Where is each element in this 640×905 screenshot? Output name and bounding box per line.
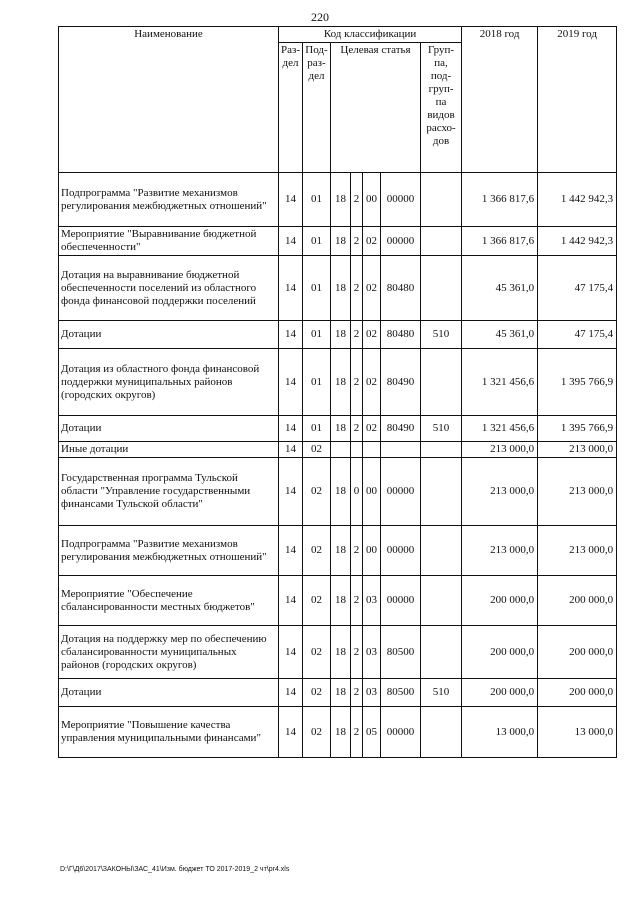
row-name: Дотация из областного фонда финансовой поддержки муниципальных районов (городских округов) — [59, 349, 279, 416]
row-name: Подпрограмма "Развитие механизмов регулирования межбюджетных отношений" — [59, 173, 279, 227]
table-row — [59, 256, 617, 321]
footer-path: D:\Г\Д6\2017\ЗАКОНЫ\ЗАС_41\Изм. бюджет ТО 2017-2019_2 чт\pr4.xls — [60, 866, 290, 873]
table-row — [59, 458, 617, 526]
row-value-2018: 45 361,0 — [462, 256, 538, 321]
row-target-program: 18 — [331, 227, 351, 256]
row-target-program: 18 — [331, 458, 351, 526]
header-group: Груп- па, под- груп- па видов расхо- дов — [421, 43, 462, 173]
header-2018: 2018 год — [462, 27, 538, 173]
row-target-event: 02 — [363, 256, 381, 321]
row-target-subprogram: 2 — [351, 227, 363, 256]
row-target-direction: 00000 — [381, 458, 421, 526]
row-value-2018: 1 321 456,6 — [462, 349, 538, 416]
row-target-direction: 00000 — [381, 227, 421, 256]
row-target-subprogram: 2 — [351, 576, 363, 626]
row-podrazdel: 02 — [303, 458, 331, 526]
row-target-program: 18 — [331, 349, 351, 416]
row-group — [421, 626, 462, 679]
row-target-event: 03 — [363, 626, 381, 679]
table-row — [59, 227, 617, 256]
table-row — [59, 442, 617, 458]
row-group — [421, 458, 462, 526]
row-group — [421, 526, 462, 576]
header-target: Целевая статья — [331, 43, 421, 173]
header-code: Код классификации — [279, 27, 462, 43]
row-name: Дотация на выравнивание бюджетной обеспеченности поселений из областного фонда финансовой поддержки поселений — [59, 256, 279, 321]
row-podrazdel: 01 — [303, 416, 331, 442]
row-target-subprogram: 2 — [351, 321, 363, 349]
row-group — [421, 707, 462, 758]
row-name: Дотации — [59, 679, 279, 707]
row-razdel: 14 — [279, 526, 303, 576]
row-target-direction — [381, 442, 421, 458]
row-target-subprogram — [351, 442, 363, 458]
table-row — [59, 349, 617, 416]
row-group — [421, 576, 462, 626]
row-podrazdel: 02 — [303, 679, 331, 707]
row-name: Государственная программа Тульской области "Управление государственными финансами Тульской области" — [59, 458, 279, 526]
row-group: 510 — [421, 416, 462, 442]
row-razdel: 14 — [279, 173, 303, 227]
row-value-2018: 213 000,0 — [462, 526, 538, 576]
row-target-direction: 80480 — [381, 256, 421, 321]
table-row — [59, 576, 617, 626]
row-podrazdel: 02 — [303, 707, 331, 758]
row-razdel: 14 — [279, 349, 303, 416]
row-name: Подпрограмма "Развитие механизмов регулирования межбюджетных отношений" — [59, 526, 279, 576]
row-value-2018: 1 366 817,6 — [462, 173, 538, 227]
row-target-program: 18 — [331, 626, 351, 679]
row-name: Иные дотации — [59, 442, 279, 458]
row-target-direction: 80500 — [381, 626, 421, 679]
row-target-direction: 80490 — [381, 349, 421, 416]
row-value-2018: 200 000,0 — [462, 679, 538, 707]
row-value-2019: 200 000,0 — [538, 626, 617, 679]
row-name: Мероприятие "Выравнивание бюджетной обеспеченности" — [59, 227, 279, 256]
row-razdel: 14 — [279, 321, 303, 349]
row-target-subprogram: 2 — [351, 526, 363, 576]
table-row — [59, 707, 617, 758]
row-target-program: 18 — [331, 256, 351, 321]
row-name: Дотации — [59, 321, 279, 349]
row-target-subprogram: 2 — [351, 173, 363, 227]
row-razdel: 14 — [279, 416, 303, 442]
row-target-program: 18 — [331, 321, 351, 349]
row-target-subprogram: 2 — [351, 679, 363, 707]
row-value-2018: 1 321 456,6 — [462, 416, 538, 442]
row-target-program: 18 — [331, 707, 351, 758]
table-row — [59, 526, 617, 576]
row-podrazdel: 02 — [303, 576, 331, 626]
table-row — [59, 679, 617, 707]
row-razdel: 14 — [279, 256, 303, 321]
row-target-event: 03 — [363, 576, 381, 626]
row-target-event: 05 — [363, 707, 381, 758]
row-name: Мероприятие "Обеспечение сбалансированности местных бюджетов" — [59, 576, 279, 626]
row-target-direction: 80500 — [381, 679, 421, 707]
row-value-2019: 1 395 766,9 — [538, 349, 617, 416]
row-value-2018: 213 000,0 — [462, 458, 538, 526]
row-target-program: 18 — [331, 416, 351, 442]
budget-table — [58, 26, 617, 758]
row-target-event: 00 — [363, 458, 381, 526]
row-value-2018: 200 000,0 — [462, 576, 538, 626]
row-target-event: 02 — [363, 227, 381, 256]
row-target-direction: 00000 — [381, 707, 421, 758]
row-value-2019: 213 000,0 — [538, 458, 617, 526]
row-target-subprogram: 2 — [351, 416, 363, 442]
row-podrazdel: 02 — [303, 442, 331, 458]
row-target-event: 02 — [363, 321, 381, 349]
row-target-program — [331, 442, 351, 458]
table-row — [59, 173, 617, 227]
row-target-program: 18 — [331, 526, 351, 576]
table-row — [59, 416, 617, 442]
row-value-2019: 1 442 942,3 — [538, 227, 617, 256]
row-name: Дотация на поддержку мер по обеспечению сбалансированности муниципальных районов (городских округов) — [59, 626, 279, 679]
row-target-direction: 00000 — [381, 173, 421, 227]
row-target-event — [363, 442, 381, 458]
row-value-2018: 13 000,0 — [462, 707, 538, 758]
row-podrazdel: 01 — [303, 321, 331, 349]
page-number: 220 — [311, 10, 329, 24]
header-podrazdel: Под- раз- дел — [303, 43, 331, 173]
row-podrazdel: 01 — [303, 349, 331, 416]
row-target-direction: 00000 — [381, 576, 421, 626]
row-value-2019: 213 000,0 — [538, 442, 617, 458]
row-group: 510 — [421, 321, 462, 349]
row-razdel: 14 — [279, 227, 303, 256]
table-body — [59, 173, 617, 758]
row-name: Дотации — [59, 416, 279, 442]
row-value-2019: 213 000,0 — [538, 526, 617, 576]
row-target-event: 02 — [363, 349, 381, 416]
row-razdel: 14 — [279, 679, 303, 707]
row-target-direction: 80480 — [381, 321, 421, 349]
row-value-2018: 213 000,0 — [462, 442, 538, 458]
row-target-subprogram: 2 — [351, 626, 363, 679]
row-razdel: 14 — [279, 458, 303, 526]
row-name: Мероприятие "Повышение качества управления муниципальными финансами" — [59, 707, 279, 758]
header-name: Наименование — [59, 27, 279, 173]
row-group — [421, 256, 462, 321]
row-podrazdel: 02 — [303, 626, 331, 679]
row-value-2018: 45 361,0 — [462, 321, 538, 349]
row-razdel: 14 — [279, 442, 303, 458]
row-value-2019: 200 000,0 — [538, 679, 617, 707]
row-value-2019: 47 175,4 — [538, 321, 617, 349]
row-target-event: 02 — [363, 416, 381, 442]
row-target-program: 18 — [331, 679, 351, 707]
row-target-event: 00 — [363, 526, 381, 576]
row-target-subprogram: 2 — [351, 349, 363, 416]
table-row — [59, 626, 617, 679]
row-razdel: 14 — [279, 707, 303, 758]
row-podrazdel: 01 — [303, 173, 331, 227]
header-razdel: Раз- дел — [279, 43, 303, 173]
row-target-event: 00 — [363, 173, 381, 227]
row-value-2018: 1 366 817,6 — [462, 227, 538, 256]
row-target-program: 18 — [331, 173, 351, 227]
row-value-2019: 200 000,0 — [538, 576, 617, 626]
row-target-direction: 80490 — [381, 416, 421, 442]
row-target-event: 03 — [363, 679, 381, 707]
row-podrazdel: 01 — [303, 256, 331, 321]
row-value-2018: 200 000,0 — [462, 626, 538, 679]
table-row — [59, 321, 617, 349]
row-razdel: 14 — [279, 626, 303, 679]
row-value-2019: 47 175,4 — [538, 256, 617, 321]
row-podrazdel: 02 — [303, 526, 331, 576]
header-2019: 2019 год — [538, 27, 617, 173]
row-value-2019: 1 442 942,3 — [538, 173, 617, 227]
row-value-2019: 1 395 766,9 — [538, 416, 617, 442]
row-razdel: 14 — [279, 576, 303, 626]
row-value-2019: 13 000,0 — [538, 707, 617, 758]
row-group — [421, 227, 462, 256]
row-target-subprogram: 2 — [351, 256, 363, 321]
row-group — [421, 349, 462, 416]
row-target-subprogram: 0 — [351, 458, 363, 526]
row-group: 510 — [421, 679, 462, 707]
row-group — [421, 442, 462, 458]
row-group — [421, 173, 462, 227]
row-target-direction: 00000 — [381, 526, 421, 576]
row-target-subprogram: 2 — [351, 707, 363, 758]
row-podrazdel: 01 — [303, 227, 331, 256]
row-target-program: 18 — [331, 576, 351, 626]
